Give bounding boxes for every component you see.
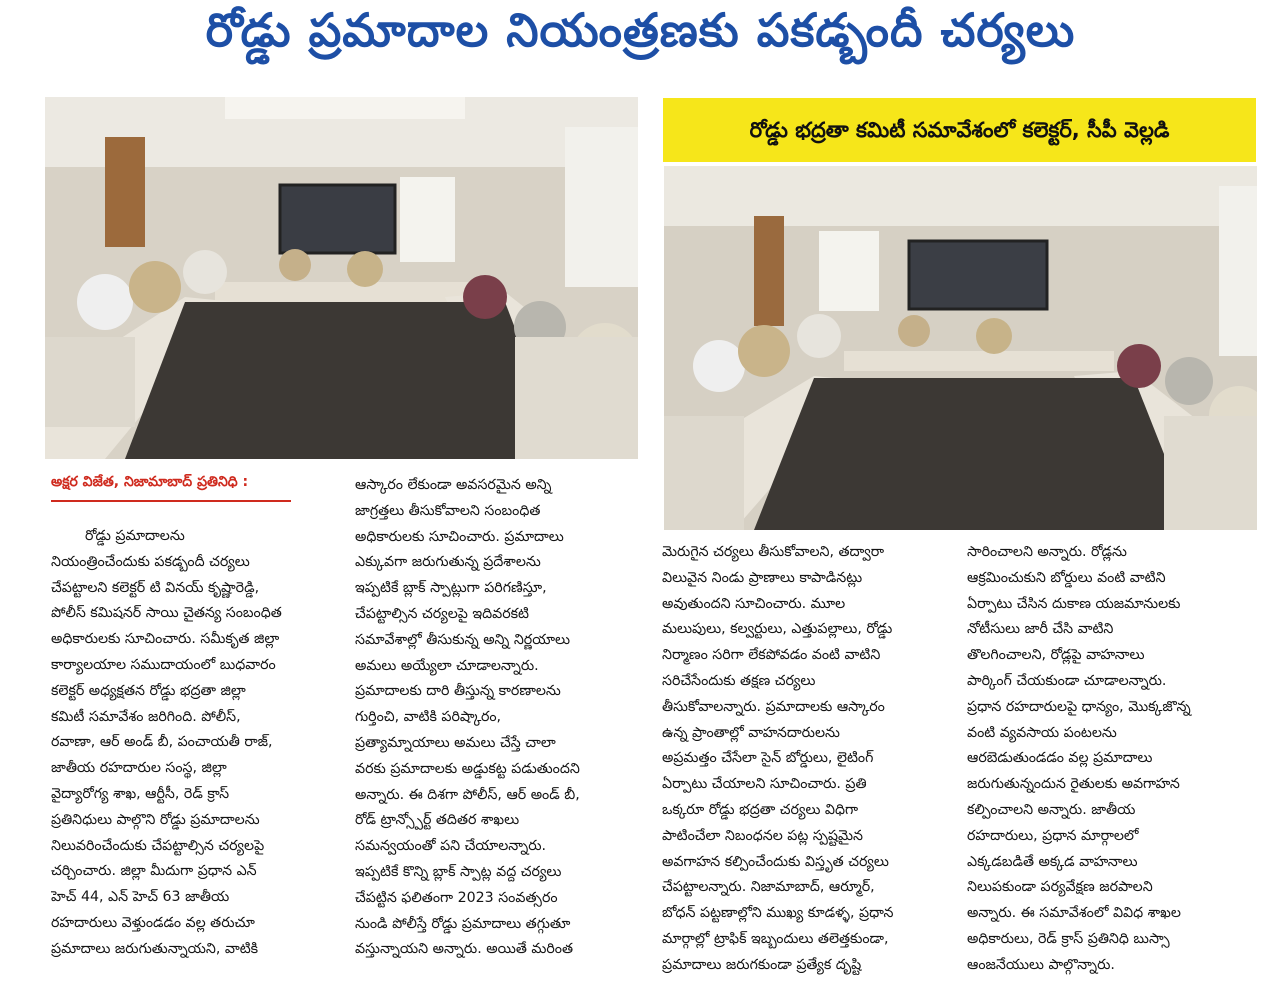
article-line: పాటించేలా నిబంధనల పట్ల స్పష్టమైన bbox=[662, 827, 863, 844]
article-line: మార్గాల్లో ట్రాఫిక్ ఇబ్బందులు తలెత్తకుండా, bbox=[662, 930, 889, 947]
article-line: నిలుపకుండా పర్యవేక్షణ జరపాలని bbox=[967, 879, 1153, 896]
article-line: రోడ్డు ప్రమాదాలను bbox=[85, 528, 185, 544]
article-column-1 bbox=[51, 524, 321, 963]
article-line: ఎక్కువగా జరుగుతున్న ప్రదేశాలను bbox=[355, 554, 541, 571]
article-line: మెరుగైన చర్యలు తీసుకోవాలని, తద్వారా bbox=[662, 544, 885, 560]
article-line: కల్పించాలని అన్నారు. జాతీయ bbox=[967, 801, 1136, 818]
article-line: ప్రతినిధులు పాల్గొని రోడ్డు ప్రమాదాలను bbox=[51, 811, 260, 828]
article-line: తొలగించాలని, రోడ్లపై వాహనాలు bbox=[967, 647, 1145, 664]
article-line: రహదారులు, ప్రధాన మార్గాలలో bbox=[967, 827, 1139, 844]
article-line: ఒక్కరూ రోడ్డు భద్రతా చర్యలు విధిగా bbox=[662, 801, 859, 818]
article-line: ఆక్రమించుకుని బోర్డులు వంటి వాటిని bbox=[967, 569, 1166, 586]
article-line: జరుగుతున్నందున రైతులకు అవగాహన bbox=[967, 776, 1180, 793]
article-line: వరకు ప్రమాదాలకు అడ్డుకట్ట పడుతుందని bbox=[355, 760, 580, 777]
article-line: చేపట్టాల్సిన చర్యలపై ఇదివరకటి bbox=[355, 605, 530, 622]
article-line: ఏర్పాటు చేసిన దుకాణ యజమానులకు bbox=[967, 595, 1181, 612]
article-line: చేపట్టాలన్నారు. నిజామాబాద్, ఆర్మూర్, bbox=[662, 879, 875, 896]
subheadline: రోడ్డు భద్రతా కమిటీ సమావేశంలో కలెక్టర్, సీపీ వెల్లడి bbox=[663, 98, 1256, 162]
article-line: అన్నారు. ఈ దిశగా పోలీస్, ఆర్ అండ్ బీ, bbox=[355, 786, 580, 803]
article-line: సరిచేసేందుకు తక్షణ చర్యలు bbox=[662, 672, 816, 689]
article-line: నియంత్రించేందుకు పకడ్బందీ చర్యలు bbox=[51, 553, 250, 570]
article-line: అవగాహన కల్పించేందుకు విస్తృత చర్యలు bbox=[662, 853, 889, 870]
article-line: ప్రత్యామ్నాయాలు అమలు చేస్తే చాలా bbox=[355, 734, 556, 751]
article-line: ఆస్కారం లేకుండా అవసరమైన అన్ని bbox=[355, 477, 552, 493]
article-line: సారించాలని అన్నారు. రోడ్లను bbox=[967, 544, 1127, 560]
article-line: ఇప్పటికే బ్లాక్ స్పాట్లుగా పరిగణిస్తూ, bbox=[355, 580, 547, 597]
article-line: అవుతుందని సూచించారు. మూల bbox=[662, 595, 846, 612]
byline-underline bbox=[51, 500, 291, 502]
article-line: రోడ్ ట్రాన్స్పోర్ట్ తదితర శాఖలు bbox=[355, 812, 520, 829]
article-column-4 bbox=[967, 540, 1257, 979]
article-line: వస్తున్నాయని అన్నారు. అయితే మరింత bbox=[355, 941, 574, 958]
article-line: ఆరబెడుతుండడం వల్ల ప్రమాదాలు bbox=[967, 750, 1153, 767]
article-line: కార్యాలయాల సముదాయంలో బుధవారం bbox=[51, 656, 276, 673]
article-line: బోధన్ పట్టణాల్లోని ముఖ్య కూడళ్ళ, ప్రధాన bbox=[662, 905, 894, 922]
article-line: వంటి వ్యవసాయ పంటలను bbox=[967, 724, 1117, 741]
byline: అక్షర విజేత, నిజామాబాద్ ప్రతినిధి : bbox=[51, 474, 249, 490]
article-line: సమన్వయంతో పని చేయాలన్నారు. bbox=[355, 838, 547, 855]
article-line: అధికారులు, రెడ్ క్రాస్ ప్రతినిధి బుస్సా bbox=[967, 930, 1170, 947]
article-line: కలెక్టర్ అధ్యక్షతన రోడ్డు భద్రతా జిల్లా bbox=[51, 682, 246, 699]
article-line: ప్రమాదాలకు దారి తీస్తున్న కారణాలను bbox=[355, 683, 561, 700]
article-line: కమిటీ సమావేశం జరిగింది. పోలీస్, bbox=[51, 708, 241, 725]
article-line: పార్కింగ్ చేయకుండా చూడాలన్నారు. bbox=[967, 672, 1167, 689]
article-line: నిర్మాణం సరిగా లేకపోవడం వంటి వాటిని bbox=[662, 647, 881, 664]
article-line: ఏర్పాటు చేయాలని సూచించారు. ప్రతి bbox=[662, 776, 867, 793]
article-line: అన్నారు. ఈ సమావేశంలో వివిధ శాఖల bbox=[967, 905, 1181, 922]
article-line: నోటీసులు జారీ చేసి వాటిని bbox=[967, 621, 1114, 638]
article-line: చేపట్టిన ఫలితంగా 2023 సంవత్సరం bbox=[355, 889, 558, 906]
article-line: నుండి పోలీస్తే రోడ్డు ప్రమాదాలు తగ్గుతూ bbox=[355, 915, 571, 932]
article-line: అమలు అయ్యేలా చూడాలన్నారు. bbox=[355, 657, 539, 674]
article-line: నిలువరించేందుకు చేపట్టాల్సిన చర్యలపై bbox=[51, 837, 265, 854]
article-line: అధికారులకు సూచించారు. సమీకృత జిల్లా bbox=[51, 631, 280, 648]
article-line: అధికారులకు సూచించారు. ప్రమాదాలు bbox=[355, 528, 564, 545]
article-column-3 bbox=[662, 540, 947, 979]
article-line: గుర్తించి, వాటికి పరిష్కారం, bbox=[355, 709, 502, 726]
meeting-photo-left bbox=[45, 97, 638, 459]
article-column-2 bbox=[355, 473, 630, 963]
article-line: అప్రమత్తం చేసేలా సైన్ బోర్డులు, లైటింగ్ bbox=[662, 750, 874, 767]
article-line: ఎక్కడబడితే అక్కడ వాహనాలు bbox=[967, 853, 1138, 870]
article-line: రవాణా, ఆర్ అండ్ బీ, పంచాయతీ రాజ్, bbox=[51, 734, 273, 751]
article-line: వైద్యారోగ్య శాఖ, ఆర్టీసీ, రెడ్ క్రాస్ bbox=[51, 785, 230, 802]
article-line: పోలీస్ కమిషనర్ సాయి చైతన్య సంబంధిత bbox=[51, 605, 282, 622]
article-line: ఇప్పటికే కొన్ని బ్లాక్ స్పాట్ల వద్ద చర్యలు bbox=[355, 863, 562, 880]
article-line: ఉన్న ప్రాంతాల్లో వాహనదారులను bbox=[662, 724, 840, 741]
meeting-photo-right bbox=[664, 166, 1257, 530]
article-line: మలుపులు, కల్వర్టులు, ఎత్తుపల్లాలు, రోడ్డు bbox=[662, 621, 893, 638]
article-line: జాగ్రత్తలు తీసుకోవాలని సంబంధిత bbox=[355, 502, 541, 519]
article-line: ఆంజనేయులు పాల్గొన్నారు. bbox=[967, 956, 1115, 973]
article-line: విలువైన నిండు ప్రాణాలు కాపాడినట్లు bbox=[662, 569, 863, 586]
headline: రోడ్డు ప్రమాదాల నియంత్రణకు పకడ్బందీ చర్యలు bbox=[205, 3, 1076, 57]
article-line: చర్చించారు. జిల్లా మీదుగా ప్రధాన ఎన్ bbox=[51, 863, 257, 880]
article-line: సమావేశాల్లో తీసుకున్న అన్ని నిర్ణయాలు bbox=[355, 631, 570, 648]
article-line: చేపట్టాలని కలెక్టర్ టి వినయ్ కృష్ణారెడ్డి, bbox=[51, 579, 260, 596]
article-line: ప్రమాదాలు జరుగకుండా ప్రత్యేక దృష్టి bbox=[662, 956, 862, 973]
article-line: ప్రమాదాలు జరుగుతున్నాయని, వాటికి bbox=[51, 940, 259, 957]
article-line: హెచ్ 44, ఎన్ హెచ్ 63 జాతీయ bbox=[51, 889, 230, 906]
article-line: తీసుకోవాలన్నారు. ప్రమాదాలకు ఆస్కారం bbox=[662, 698, 885, 715]
article-line: ప్రధాన రహదారులపై ధాన్యం, మొక్కజొన్న bbox=[967, 698, 1191, 715]
article-line: జాతీయ రహదారుల సంస్థ, జిల్లా bbox=[51, 760, 227, 777]
article-line: రహదారులు వెళ్తుండడం వల్ల తరుచూ bbox=[51, 914, 255, 931]
